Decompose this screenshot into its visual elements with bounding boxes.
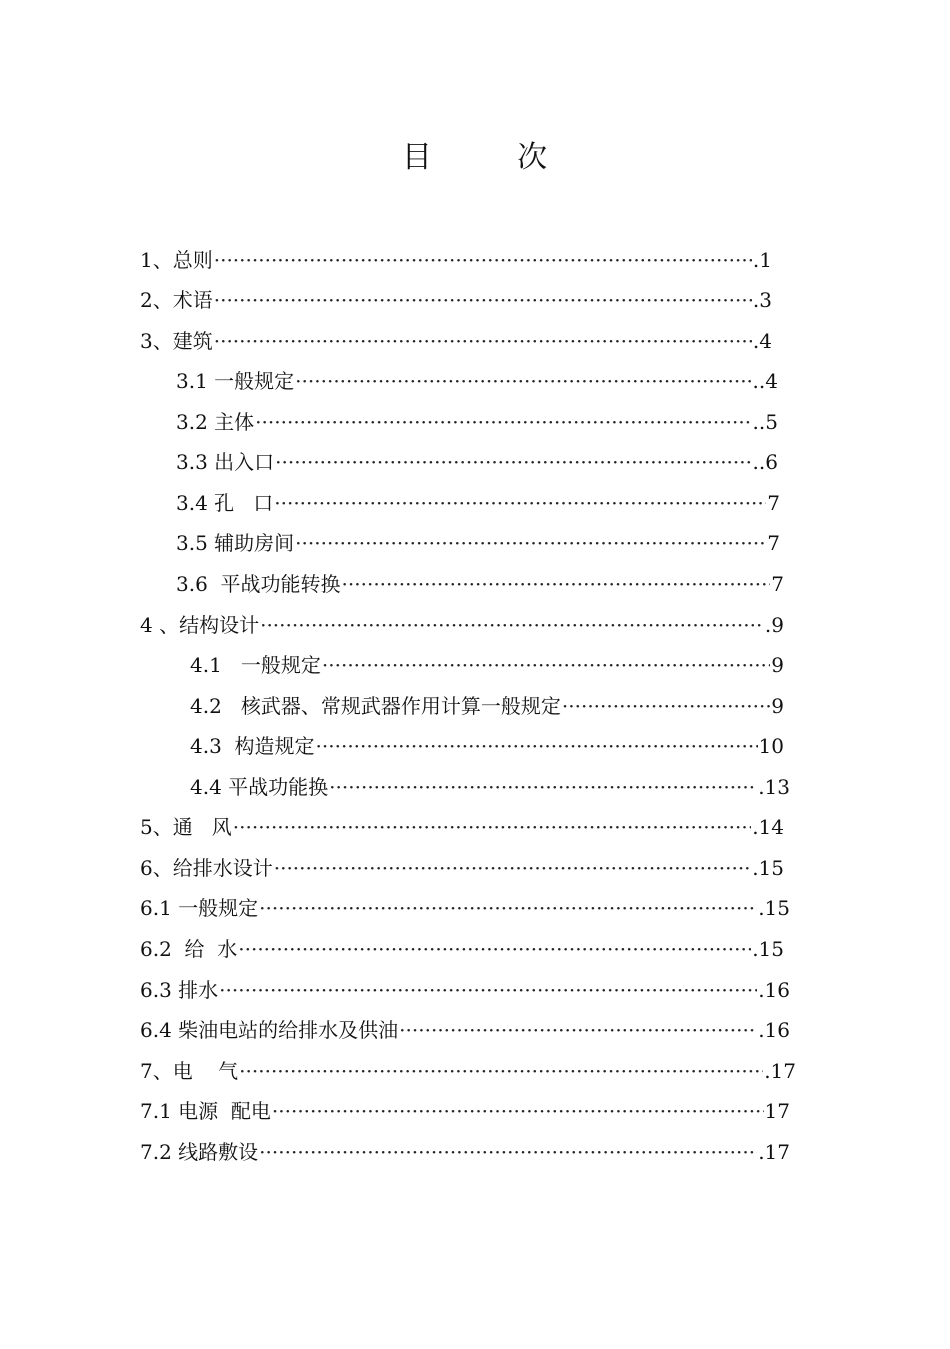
dot-leader [214, 240, 752, 280]
dot-leader [259, 1132, 757, 1172]
toc-entry-label: 2、术语 [140, 288, 213, 312]
toc-entry-label: 4.1 一般规定 [190, 653, 321, 677]
toc-page-number: .16 [758, 978, 790, 1002]
toc-entry-4-3[interactable] [190, 726, 784, 766]
toc-page-number: .15 [752, 937, 784, 961]
toc-entry-label: 3.1 一般规定 [176, 369, 295, 393]
toc-page-number: .15 [758, 896, 790, 920]
dot-leader [255, 402, 751, 442]
toc-page-number: .9 [764, 613, 784, 637]
dot-leader [274, 848, 751, 888]
toc-page-number: 7 [767, 531, 780, 555]
dot-leader [233, 807, 751, 847]
dot-leader [316, 726, 758, 766]
toc-entry-label: 3.4 孔 口 [176, 491, 274, 515]
dot-leader [295, 361, 751, 401]
toc-entry-label: 7.1 电源 配电 [140, 1099, 271, 1123]
dot-leader [329, 767, 757, 807]
toc-entry-label: 4.3 构造规定 [190, 734, 315, 758]
toc-entry-label: 3.3 出入口 [176, 450, 275, 474]
toc-entry-label: 4.4 平战功能换 [190, 775, 329, 799]
toc-entry-label: 7、电 气 [140, 1059, 239, 1083]
toc-entry-label: 6、给排水设计 [140, 856, 273, 880]
toc-entry-label: 7.2 线路敷设 [140, 1140, 259, 1164]
toc-entry-label: 1、总则 [140, 248, 213, 272]
dot-leader [238, 929, 751, 969]
toc-entry-5[interactable] [140, 807, 784, 847]
toc-entry-label: 4 、结构设计 [140, 613, 260, 637]
toc-entry-6[interactable] [140, 848, 784, 888]
toc-entry-4-2[interactable] [190, 686, 784, 726]
toc-entry-label: 3.6 平战功能转换 [176, 572, 341, 596]
toc-page-number: .17 [764, 1059, 796, 1083]
dot-leader [214, 321, 752, 361]
toc-entry-3-2[interactable] [176, 402, 778, 442]
toc-page-number: .15 [752, 856, 784, 880]
toc-page-number: .1 [752, 248, 772, 272]
toc-page-number: .4 [752, 329, 772, 353]
toc-entry-label: 3、建筑 [140, 329, 213, 353]
toc-entry-3-4[interactable] [176, 483, 780, 523]
toc-entry-6-2[interactable] [140, 929, 784, 969]
toc-entry-7[interactable] [140, 1051, 796, 1091]
dot-leader [214, 280, 752, 320]
dot-leader [275, 442, 751, 482]
toc-entry-6-1[interactable] [140, 888, 790, 928]
toc-page-number: 7 [767, 491, 780, 515]
toc-entry-4-4[interactable] [190, 767, 790, 807]
dot-leader [399, 1010, 757, 1050]
toc-entry-label: 4.2 核武器、常规武器作用计算一般规定 [190, 694, 561, 718]
dot-leader [260, 605, 764, 645]
dot-leader [259, 888, 757, 928]
toc-entry-2[interactable] [140, 280, 772, 320]
toc-entry-label: 6.1 一般规定 [140, 896, 259, 920]
toc-page-number: .17 [758, 1140, 790, 1164]
dot-leader [239, 1051, 763, 1091]
toc-entry-3-1[interactable] [176, 361, 778, 401]
toc-page-number: ..4 [752, 369, 778, 393]
toc-page-number: .13 [758, 775, 790, 799]
toc-page-number: .14 [752, 815, 784, 839]
toc-page-number: 17 [764, 1099, 790, 1123]
toc-entry-label: 6.3 排水 [140, 978, 219, 1002]
toc-page-number: ..6 [752, 450, 778, 474]
toc-entry-3-3[interactable] [176, 442, 778, 482]
dot-leader [295, 523, 766, 563]
toc-entry-6-4[interactable] [140, 1010, 790, 1050]
toc-entry-3-6[interactable] [176, 564, 784, 604]
toc-page-number: 9 [771, 653, 784, 677]
page-title: 目 次 [401, 140, 549, 175]
toc-page-number: 9 [771, 694, 784, 718]
toc-entry-3-5[interactable] [176, 523, 780, 563]
toc-entry-6-3[interactable] [140, 970, 790, 1010]
toc-entry-4[interactable] [140, 605, 784, 645]
dot-leader [342, 564, 771, 604]
toc-entry-7-1[interactable] [140, 1091, 790, 1131]
toc-entry-3[interactable] [140, 321, 772, 361]
toc-entry-label: 5、通 风 [140, 815, 232, 839]
toc-page-number: ..5 [752, 410, 778, 434]
toc-entry-label: 3.2 主体 [176, 410, 255, 434]
toc-entry-7-2[interactable] [140, 1132, 790, 1172]
toc-page-number: 10 [758, 734, 784, 758]
dot-leader [562, 686, 770, 726]
toc-entry-label: 6.2 给 水 [140, 937, 238, 961]
toc-page-number: .3 [752, 288, 772, 312]
dot-leader [322, 645, 770, 685]
dot-leader [272, 1091, 764, 1131]
toc-page-number: .16 [758, 1018, 790, 1042]
toc-entry-4-1[interactable] [190, 645, 784, 685]
toc-entry-label: 6.4 柴油电站的给排水及供油 [140, 1018, 399, 1042]
dot-leader [274, 483, 766, 523]
toc-page-number: 7 [771, 572, 784, 596]
toc-entry-1[interactable] [140, 240, 772, 280]
dot-leader [219, 970, 757, 1010]
toc-entry-label: 3.5 辅助房间 [176, 531, 295, 555]
